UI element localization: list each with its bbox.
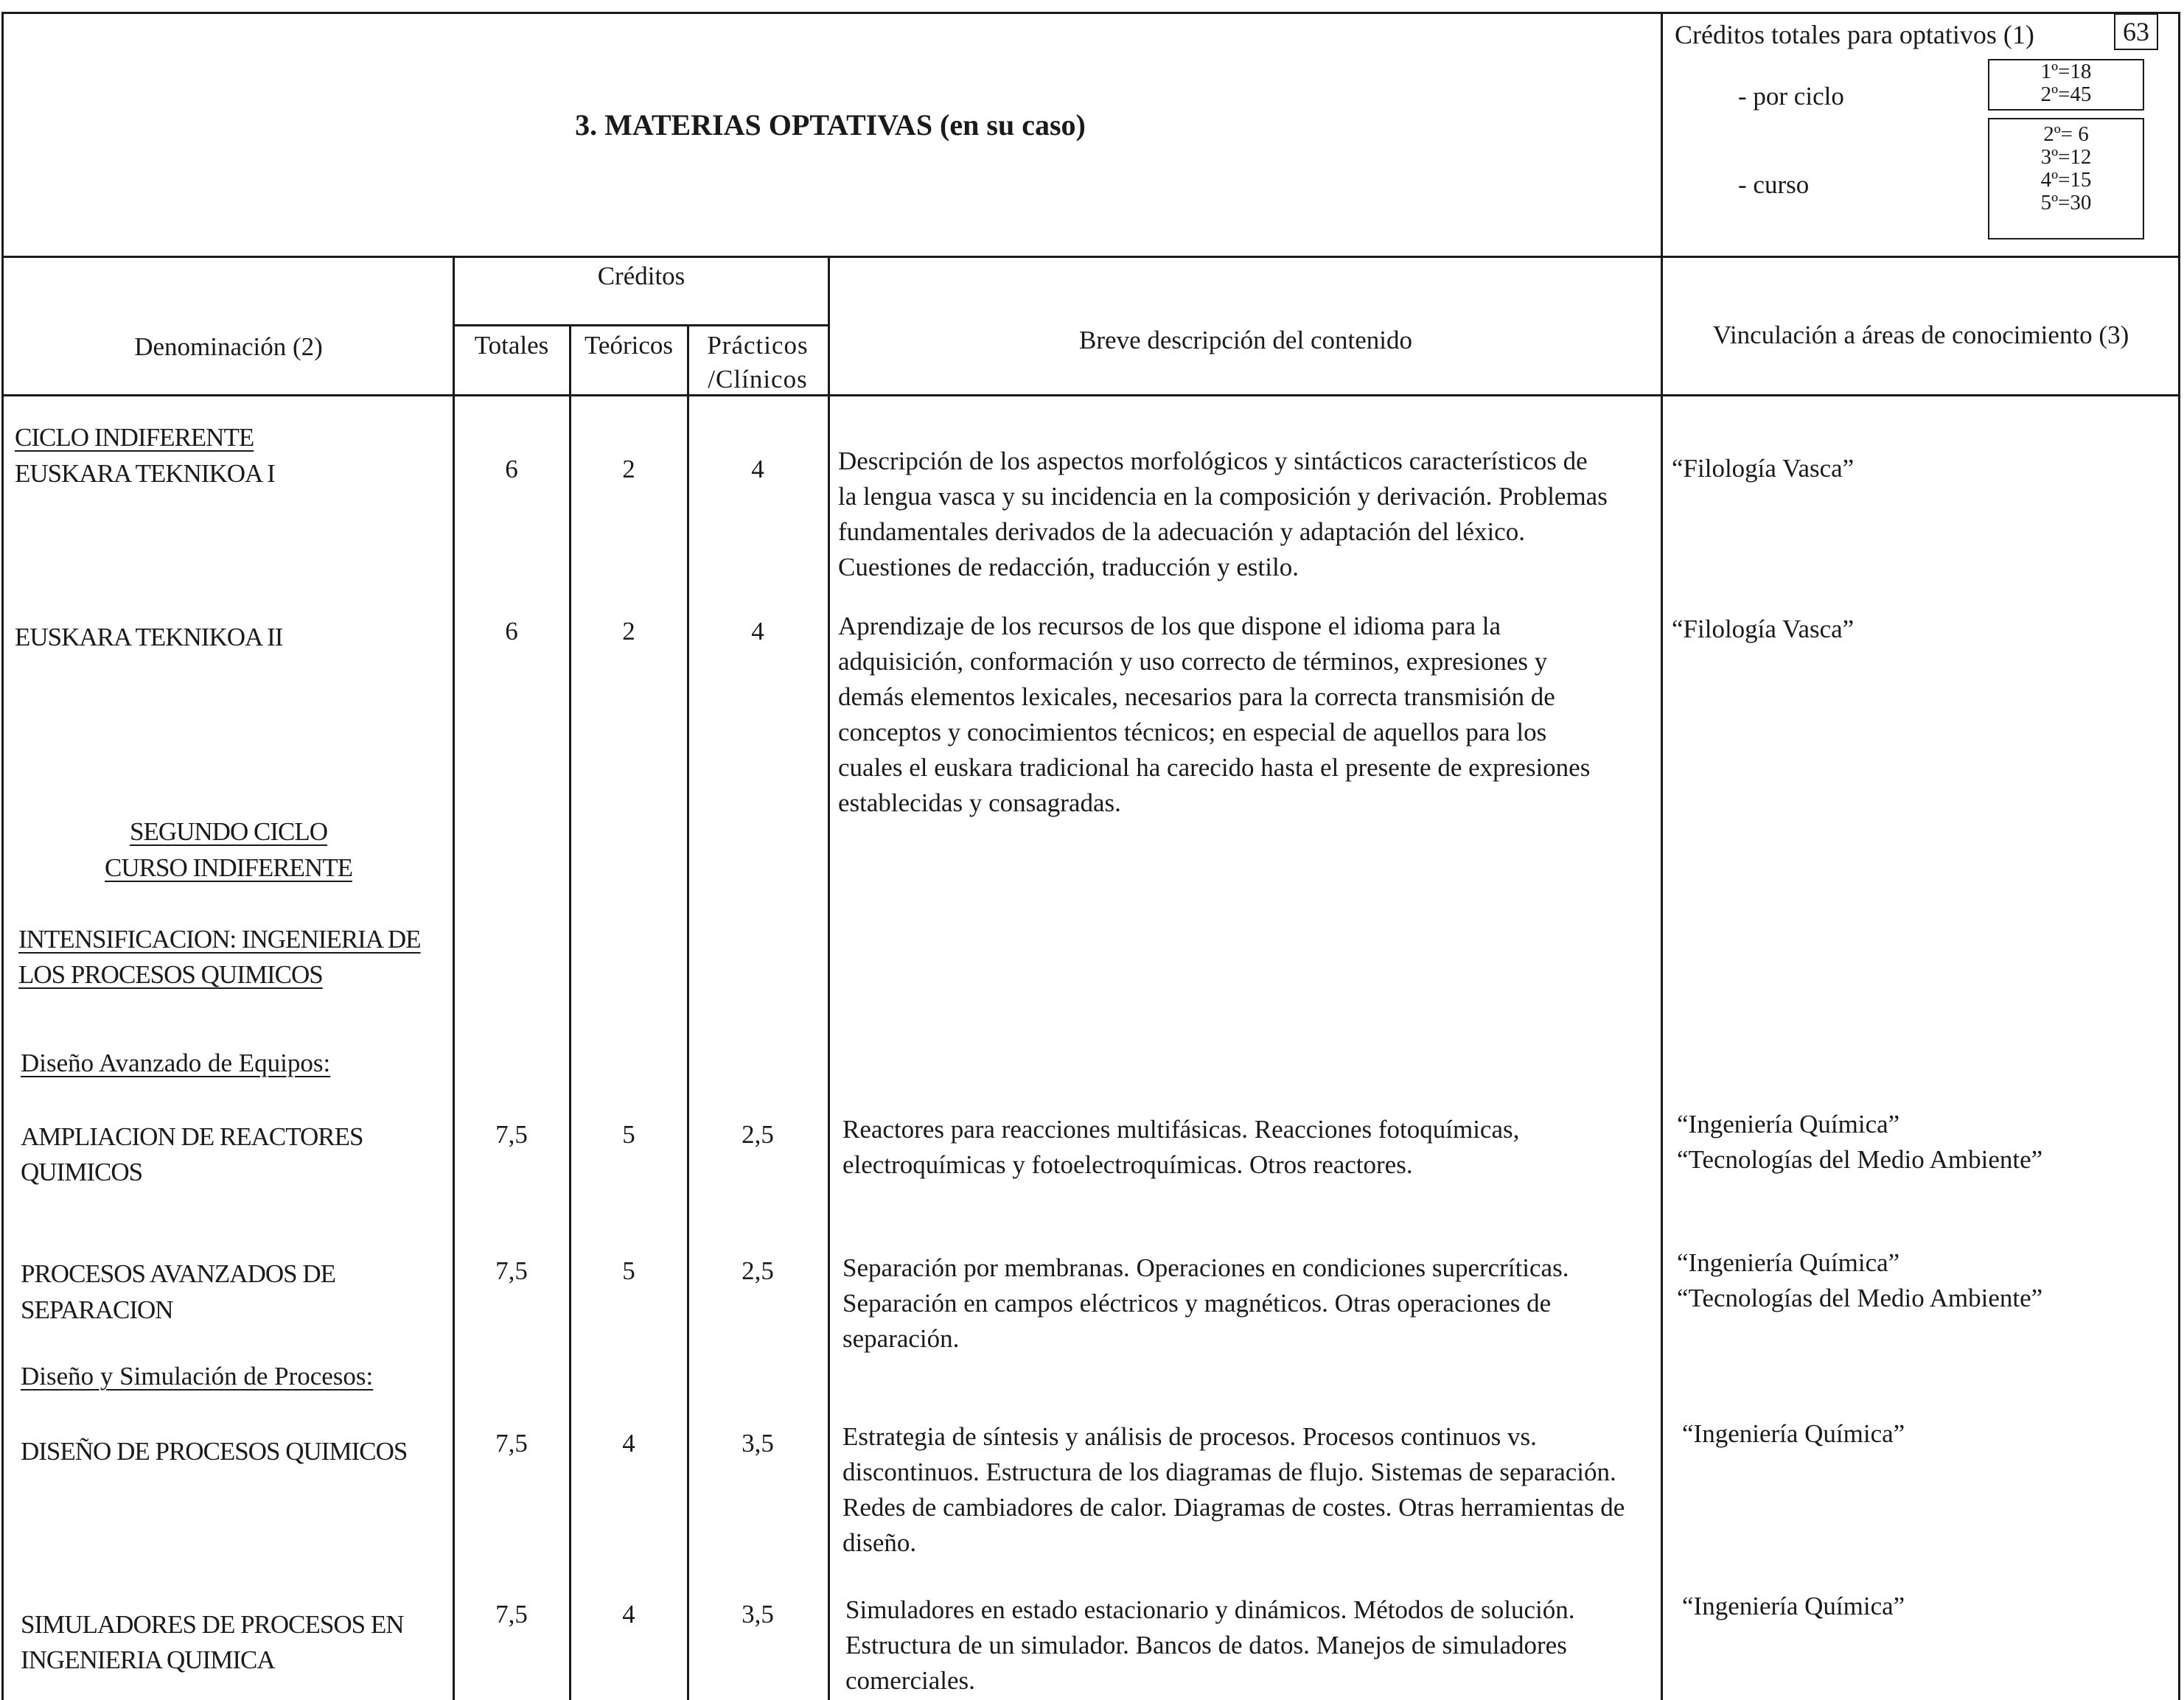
row-teoricos: 2 (622, 455, 635, 483)
row-vinculacion: “Ingeniería Química” “Tecnologías del Medio Ambiente” (1677, 1110, 2043, 1174)
creditos-total-value: 63 (2123, 17, 2149, 46)
row-vinculacion: “Ingeniería Química” “Tecnologías del Medio Ambiente” (1677, 1248, 2043, 1312)
row-totales: 6 (505, 455, 518, 483)
row-vinculacion: “Ingeniería Química” (1682, 1592, 1905, 1620)
row-teoricos: 5 (622, 1120, 635, 1149)
row-vinculacion: “Ingeniería Química” (1682, 1419, 1905, 1448)
row-descripcion: Separación por membranas. Operaciones en condiciones supercríticas. Separación en campos eléctricos y magnéticos. Otras operaciones de separación. (842, 1253, 1569, 1353)
row-descripcion: Reactores para reacciones multifásicas. Reacciones fotoquímicas, electroquímicas y fotoelectroquímicas. Otros reactores. (842, 1115, 1520, 1179)
row-totales: 7,5 (495, 1600, 528, 1629)
row-descripcion: Descripción de los aspectos morfológicos y sintácticos característicos de la lengua vasca y su incidencia en la composición y derivación. Problemas fundamentales derivados de la adecuación y adaptación del léxico. Cuestiones de redacción, traducción y estilo. (838, 447, 1608, 581)
por-ciclo-value: 1º=18 (2040, 60, 2092, 83)
creditos-total-box (2114, 13, 2158, 50)
creditos-totales-label: Créditos totales para optativos (1) (1675, 20, 2034, 49)
section-intensificacion: INTENSIFICACION: INGENIERIA DE (18, 925, 421, 954)
row-descripcion: Estrategia de síntesis y análisis de procesos. Procesos continuos vs. discontinuos. Estructura de los diagramas de flujo. Sistemas de separación. Redes de cambiadores de calor. Diagramas de costes. Otras herramientas de diseño. (842, 1422, 1625, 1557)
col-totales: Totales (474, 331, 549, 360)
row-vinculacion: “Filología Vasca” (1672, 454, 1855, 483)
row-teoricos: 5 (622, 1256, 635, 1285)
section-curso-indiferente: CURSO INDIFERENTE (105, 853, 352, 882)
section-ciclo-indiferente: CICLO INDIFERENTE (15, 423, 254, 452)
curso-label: - curso (1738, 170, 1810, 199)
col-clinicos: /Clínicos (708, 365, 808, 393)
col-denominacion: Denominación (2) (134, 332, 323, 361)
row-practicos: 3,5 (742, 1600, 774, 1629)
row-denominacion: EUSKARA TEKNIKOA II (15, 623, 283, 651)
section-segundo-ciclo: SEGUNDO CICLO (130, 817, 327, 846)
curso-value: 2º= 6 (2043, 122, 2089, 146)
section-intensificacion: LOS PROCESOS QUIMICOS (18, 960, 323, 989)
curso-value: 4º=15 (2040, 168, 2092, 192)
col-descripcion: Breve descripción del contenido (1079, 326, 1412, 354)
por-ciclo-value: 2º=45 (2040, 83, 2092, 106)
section-diseno-simulacion: Diseño y Simulación de Procesos: (21, 1362, 374, 1391)
row-totales: 6 (505, 617, 518, 646)
row-vinculacion: “Filología Vasca” (1672, 615, 1855, 643)
row-denominacion: AMPLIACION DE REACTORES (21, 1122, 363, 1151)
section-diseno-equipos: Diseño Avanzado de Equipos: (21, 1049, 331, 1077)
row-practicos: 4 (751, 617, 764, 646)
row-denominacion: DISEÑO DE PROCESOS QUIMICOS (21, 1437, 408, 1466)
curso-box (1988, 118, 2144, 239)
row-denominacion: SIMULADORES DE PROCESOS EN (21, 1610, 404, 1639)
row-practicos: 2,5 (742, 1256, 774, 1285)
row-teoricos: 2 (622, 617, 635, 646)
col-teoricos: Teóricos (584, 331, 673, 360)
row-denominacion: INGENIERIA QUIMICA (21, 1645, 275, 1674)
row-denominacion: SEPARACION (21, 1295, 173, 1324)
row-teoricos: 4 (622, 1429, 635, 1458)
col-creditos: Créditos (597, 262, 685, 290)
row-denominacion: QUIMICOS (21, 1158, 143, 1186)
curso-value: 5º=30 (2040, 191, 2092, 214)
row-descripcion: Aprendizaje de los recursos de los que dispone el idioma para la adquisición, conformación y uso correcto de términos, expresiones y demás elementos lexicales, necesarios para la correcta transmisión de conceptos y conocimientos técnicos; en especial de aquellos para los cuales el euskara tradicional ha carecido hasta el presente de expresiones establecidas y consagradas. (838, 612, 1591, 817)
row-practicos: 4 (751, 455, 764, 483)
row-totales: 7,5 (495, 1120, 528, 1149)
row-denominacion: EUSKARA TEKNIKOA I (15, 459, 275, 488)
curso-value: 3º=12 (2040, 145, 2092, 169)
por-ciclo-label: - por ciclo (1738, 82, 1844, 111)
row-denominacion: PROCESOS AVANZADOS DE (21, 1259, 335, 1288)
por-ciclo-box (1988, 59, 2144, 111)
col-vinculacion: Vinculación a áreas de conocimiento (3) (1712, 321, 2129, 349)
row-practicos: 3,5 (742, 1429, 774, 1458)
row-descripcion: Simuladores en estado estacionario y dinámicos. Métodos de solución. Estructura de un simulador. Bancos de datos. Manejos de simuladores comerciales. (845, 1595, 1575, 1695)
page-title: 3. MATERIAS OPTATIVAS (en su caso) (575, 108, 1086, 141)
row-teoricos: 4 (622, 1600, 635, 1629)
col-practicos: Prácticos (707, 331, 809, 360)
row-totales: 7,5 (495, 1256, 528, 1285)
row-totales: 7,5 (495, 1429, 528, 1458)
row-practicos: 2,5 (742, 1120, 774, 1149)
